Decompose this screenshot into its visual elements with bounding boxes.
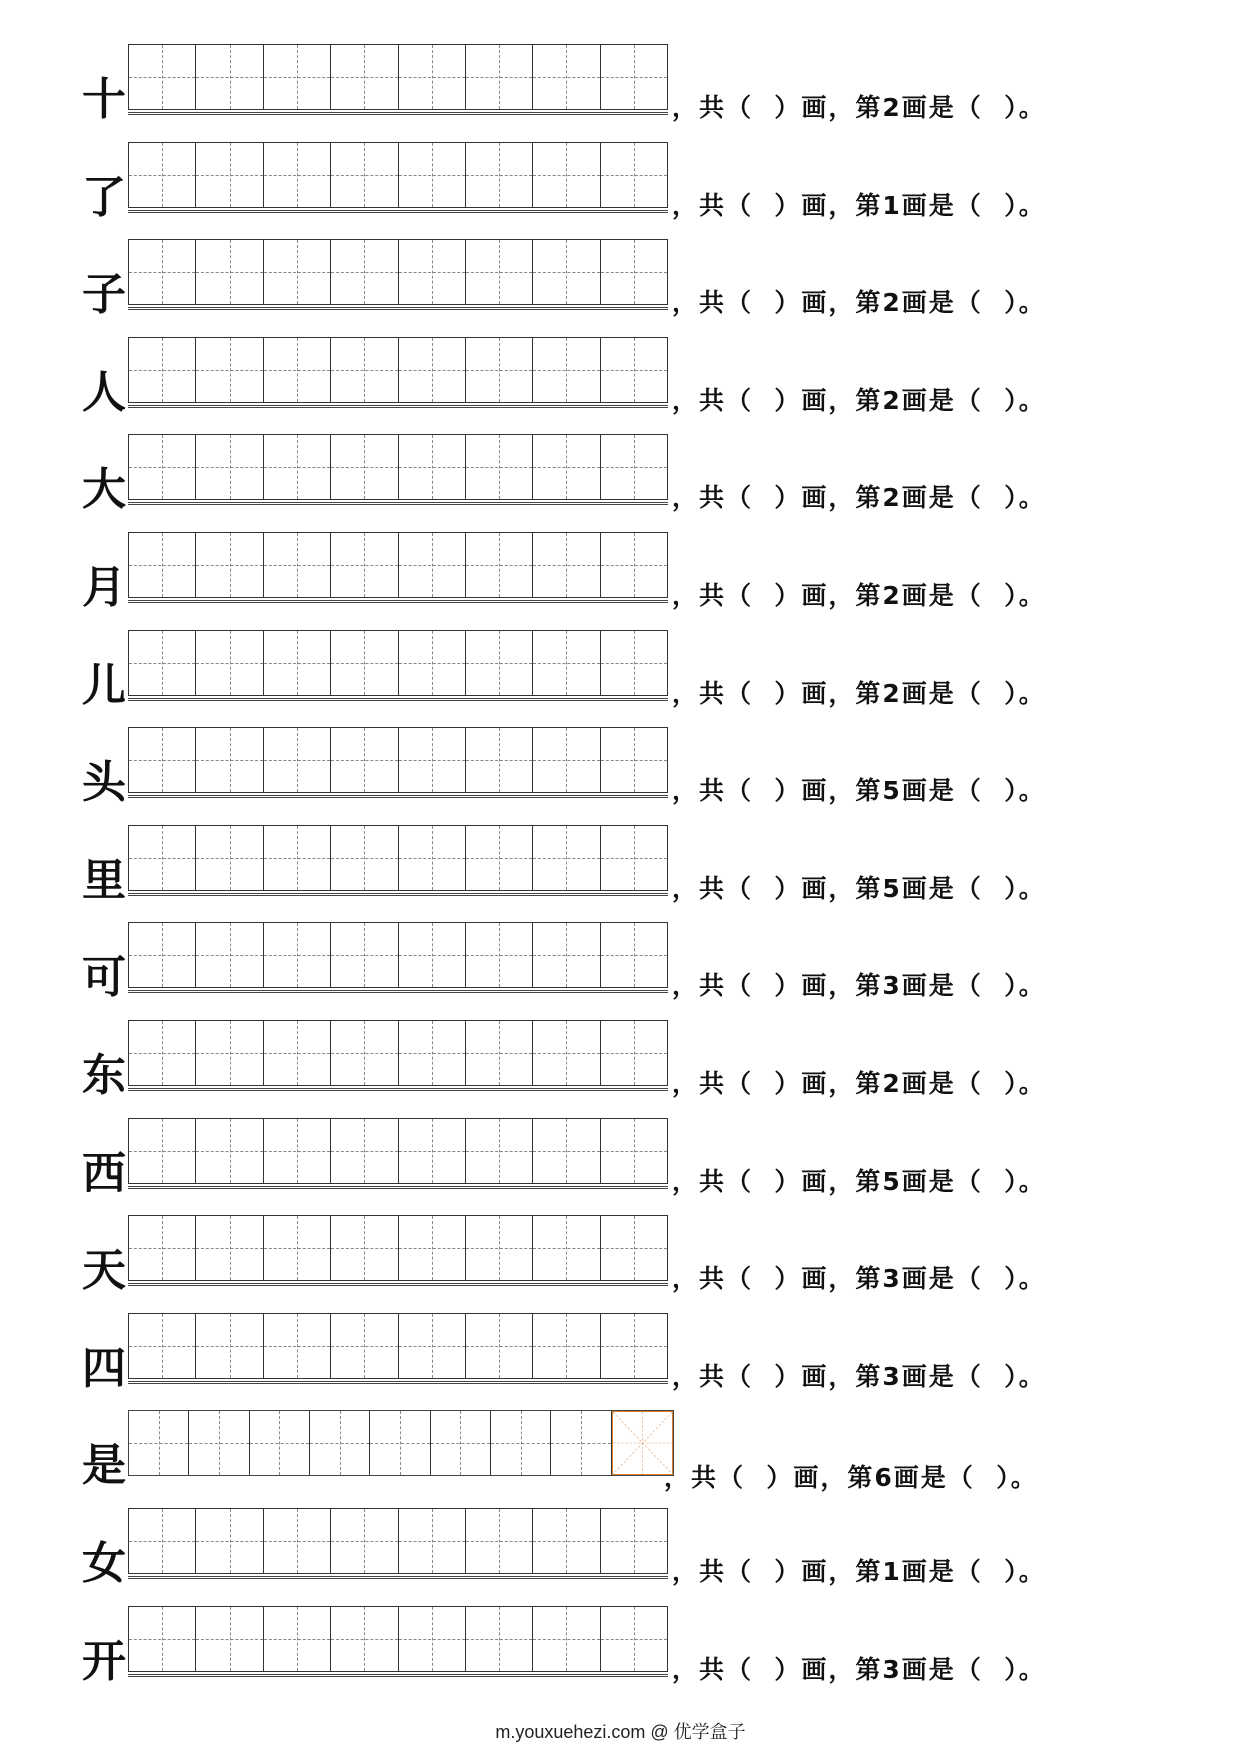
writing-cell[interactable] bbox=[399, 338, 466, 402]
writing-cell[interactable] bbox=[129, 338, 196, 402]
writing-cell[interactable] bbox=[331, 1314, 398, 1378]
writing-cell[interactable] bbox=[331, 1216, 398, 1280]
writing-cell[interactable] bbox=[466, 631, 533, 695]
target-character: 东 bbox=[82, 1050, 126, 1101]
writing-cell[interactable] bbox=[331, 1119, 398, 1183]
writing-cell[interactable] bbox=[431, 1411, 491, 1475]
writing-cell[interactable] bbox=[601, 45, 667, 109]
writing-cell[interactable] bbox=[601, 1119, 667, 1183]
writing-cell[interactable] bbox=[533, 1607, 600, 1671]
writing-cell[interactable] bbox=[264, 45, 331, 109]
writing-cell[interactable] bbox=[129, 1607, 196, 1671]
writing-cell[interactable] bbox=[601, 1314, 667, 1378]
writing-cell[interactable] bbox=[399, 45, 466, 109]
grid-baseline bbox=[128, 1381, 668, 1384]
writing-grid bbox=[128, 434, 668, 500]
writing-cell[interactable] bbox=[533, 631, 600, 695]
writing-cell[interactable] bbox=[399, 1119, 466, 1183]
grid-baseline bbox=[128, 210, 668, 213]
writing-cell[interactable] bbox=[331, 631, 398, 695]
worksheet-row bbox=[0, 434, 1241, 532]
writing-cell[interactable] bbox=[601, 826, 667, 890]
writing-cell[interactable] bbox=[196, 728, 263, 792]
grid-baseline bbox=[128, 405, 668, 408]
writing-cell[interactable] bbox=[129, 1314, 196, 1378]
grid-baseline bbox=[128, 307, 668, 310]
writing-cell[interactable] bbox=[196, 45, 263, 109]
writing-cell[interactable] bbox=[466, 1607, 533, 1671]
worksheet-row bbox=[0, 1118, 1241, 1216]
worksheet-row bbox=[0, 630, 1241, 728]
writing-cell[interactable] bbox=[196, 923, 263, 987]
writing-cell[interactable] bbox=[370, 1411, 430, 1475]
writing-grid bbox=[128, 1020, 668, 1086]
writing-cell[interactable] bbox=[129, 631, 196, 695]
writing-cell[interactable] bbox=[129, 1411, 189, 1475]
stroke-question-text: ，共（ ）画，第2画是（ ）。 bbox=[672, 385, 1046, 415]
writing-cell[interactable] bbox=[129, 923, 196, 987]
writing-cell[interactable] bbox=[196, 143, 263, 207]
writing-cell[interactable] bbox=[533, 1119, 600, 1183]
writing-cell[interactable] bbox=[196, 1216, 263, 1280]
worksheet-row bbox=[0, 1215, 1241, 1313]
writing-cell[interactable] bbox=[601, 1021, 667, 1085]
footer-watermark: m.youxuehezi.com @ 优学盒子 bbox=[495, 1722, 746, 1742]
stroke-question-text: ，共（ ）画，第6画是（ ）。 bbox=[664, 1463, 1038, 1493]
writing-cell[interactable] bbox=[129, 533, 196, 597]
writing-grid bbox=[128, 922, 668, 988]
writing-cell[interactable] bbox=[399, 1021, 466, 1085]
writing-cell[interactable] bbox=[399, 631, 466, 695]
writing-cell[interactable] bbox=[466, 143, 533, 207]
writing-cell[interactable] bbox=[250, 1411, 310, 1475]
writing-cell[interactable] bbox=[129, 1216, 196, 1280]
writing-cell[interactable] bbox=[601, 143, 667, 207]
writing-cell[interactable] bbox=[264, 826, 331, 890]
writing-cell[interactable] bbox=[601, 1607, 667, 1671]
target-character: 可 bbox=[82, 952, 126, 1004]
writing-cell[interactable] bbox=[601, 728, 667, 792]
writing-grid bbox=[128, 825, 668, 891]
writing-grid bbox=[128, 337, 668, 403]
writing-cell[interactable] bbox=[264, 1509, 331, 1573]
writing-cell[interactable] bbox=[466, 338, 533, 402]
writing-cell[interactable] bbox=[601, 240, 667, 304]
writing-cell[interactable] bbox=[601, 631, 667, 695]
writing-cell[interactable] bbox=[551, 1411, 611, 1475]
worksheet-row bbox=[0, 727, 1241, 825]
worksheet-row bbox=[0, 1508, 1241, 1606]
stroke-question-text: ，共（ ）画，第2画是（ ）。 bbox=[672, 581, 1046, 610]
stroke-question-text: ，共（ ）画，第3画是（ ）。 bbox=[672, 1654, 1046, 1684]
worksheet-row bbox=[0, 825, 1241, 923]
writing-cell[interactable] bbox=[264, 1607, 331, 1671]
writing-cell[interactable] bbox=[331, 435, 398, 499]
writing-cell[interactable] bbox=[129, 728, 196, 792]
grid-baseline bbox=[128, 1186, 668, 1189]
worksheet-row bbox=[0, 1313, 1241, 1411]
writing-grid bbox=[128, 239, 668, 305]
writing-cell[interactable] bbox=[466, 923, 533, 987]
target-character: 了 bbox=[82, 171, 126, 223]
writing-grid bbox=[128, 1508, 668, 1574]
writing-cell[interactable] bbox=[466, 240, 533, 304]
writing-cell[interactable] bbox=[196, 1119, 263, 1183]
stroke-question-text: ，共（ ）画，第5画是（ ）。 bbox=[672, 1166, 1046, 1196]
worksheet-row bbox=[0, 1606, 1241, 1704]
writing-cell[interactable] bbox=[129, 1509, 196, 1573]
writing-cell[interactable] bbox=[399, 1314, 466, 1378]
writing-cell[interactable] bbox=[466, 826, 533, 890]
worksheet-row bbox=[0, 1020, 1241, 1118]
writing-cell[interactable] bbox=[533, 143, 600, 207]
worksheet-row bbox=[0, 142, 1241, 240]
writing-cell[interactable] bbox=[264, 1216, 331, 1280]
writing-cell[interactable] bbox=[399, 826, 466, 890]
worksheet-row bbox=[0, 239, 1241, 337]
writing-cell[interactable] bbox=[129, 826, 196, 890]
writing-cell[interactable] bbox=[331, 45, 398, 109]
writing-cell[interactable] bbox=[466, 1119, 533, 1183]
writing-grid bbox=[128, 142, 668, 208]
writing-cell[interactable] bbox=[331, 533, 398, 597]
writing-cell[interactable] bbox=[264, 1021, 331, 1085]
writing-cell[interactable] bbox=[331, 1607, 398, 1671]
writing-cell[interactable] bbox=[533, 826, 600, 890]
writing-grid bbox=[128, 727, 668, 793]
target-character: 开 bbox=[82, 1635, 126, 1687]
grid-baseline bbox=[128, 990, 668, 993]
writing-cell[interactable] bbox=[264, 143, 331, 207]
writing-cell[interactable] bbox=[264, 338, 331, 402]
stroke-question-text: ，共（ ）画，第2画是（ ）。 bbox=[672, 483, 1046, 513]
writing-cell[interactable] bbox=[466, 728, 533, 792]
writing-cell[interactable] bbox=[533, 435, 600, 499]
writing-grid bbox=[128, 1410, 674, 1476]
writing-grid bbox=[128, 630, 668, 696]
writing-cell[interactable] bbox=[196, 826, 263, 890]
writing-cell[interactable] bbox=[310, 1411, 370, 1475]
writing-cell[interactable] bbox=[399, 728, 466, 792]
target-character: 天 bbox=[82, 1245, 126, 1297]
writing-cell[interactable] bbox=[533, 45, 600, 109]
grid-baseline bbox=[128, 1283, 668, 1286]
writing-cell[interactable] bbox=[196, 1509, 263, 1573]
worksheet-row bbox=[0, 337, 1241, 435]
grid-baseline bbox=[128, 1576, 668, 1579]
worksheet-row bbox=[0, 44, 1241, 142]
stroke-question-text: ，共（ ）画，第5画是（ ）。 bbox=[672, 776, 1046, 806]
grid-baseline bbox=[128, 600, 668, 603]
target-character: 是 bbox=[82, 1440, 126, 1492]
stroke-question-text: ，共（ ）画，第3画是（ ）。 bbox=[672, 1264, 1046, 1294]
writing-cell[interactable] bbox=[399, 435, 466, 499]
stroke-question-text: ，共（ ）画，第3画是（ ）。 bbox=[672, 971, 1046, 1001]
worksheet-row bbox=[0, 532, 1241, 630]
writing-cell[interactable] bbox=[601, 435, 667, 499]
worksheet-row bbox=[0, 922, 1241, 1020]
writing-cell[interactable] bbox=[601, 1216, 667, 1280]
target-character: 人 bbox=[82, 366, 126, 418]
stroke-question-text: ，共（ ）画，第2画是（ ）。 bbox=[672, 93, 1046, 122]
writing-cell[interactable] bbox=[331, 143, 398, 207]
writing-cell[interactable] bbox=[331, 728, 398, 792]
writing-cell[interactable] bbox=[466, 45, 533, 109]
writing-cell[interactable] bbox=[129, 1021, 196, 1085]
target-character: 西 bbox=[82, 1147, 126, 1199]
writing-cell[interactable] bbox=[264, 1314, 331, 1378]
grid-baseline bbox=[128, 502, 668, 505]
writing-cell[interactable] bbox=[466, 1509, 533, 1573]
grid-baseline bbox=[128, 795, 668, 798]
writing-cell[interactable] bbox=[533, 1216, 600, 1280]
target-character: 儿 bbox=[82, 659, 126, 711]
worksheet-row bbox=[0, 1410, 1241, 1508]
writing-cell[interactable] bbox=[129, 435, 196, 499]
writing-cell[interactable] bbox=[399, 1509, 466, 1573]
writing-cell[interactable] bbox=[601, 338, 667, 402]
writing-cell[interactable] bbox=[196, 338, 263, 402]
writing-cell[interactable] bbox=[533, 338, 600, 402]
target-character: 十 bbox=[82, 74, 126, 125]
writing-cell[interactable] bbox=[264, 533, 331, 597]
grid-baseline bbox=[128, 1088, 668, 1091]
writing-cell[interactable] bbox=[129, 45, 196, 109]
writing-grid bbox=[128, 1606, 668, 1672]
grid-baseline bbox=[128, 112, 668, 115]
writing-cell[interactable] bbox=[399, 923, 466, 987]
writing-cell[interactable] bbox=[264, 631, 331, 695]
writing-cell[interactable] bbox=[264, 923, 331, 987]
writing-cell[interactable] bbox=[331, 240, 398, 304]
writing-cell[interactable] bbox=[399, 1216, 466, 1280]
writing-cell[interactable] bbox=[331, 1021, 398, 1085]
stroke-question-text: ，共（ ）画，第5画是（ ）。 bbox=[672, 873, 1046, 903]
stroke-question-text: ，共（ ）画，第2画是（ ）。 bbox=[672, 1069, 1046, 1098]
writing-cell[interactable] bbox=[196, 533, 263, 597]
writing-cell[interactable] bbox=[399, 240, 466, 304]
writing-grid bbox=[128, 532, 668, 598]
grid-baseline bbox=[128, 698, 668, 701]
writing-cell[interactable] bbox=[601, 1509, 667, 1573]
writing-cell[interactable] bbox=[196, 631, 263, 695]
writing-cell[interactable] bbox=[129, 240, 196, 304]
writing-cell[interactable] bbox=[601, 923, 667, 987]
writing-cell[interactable] bbox=[466, 435, 533, 499]
writing-cell[interactable] bbox=[533, 923, 600, 987]
target-character: 里 bbox=[82, 854, 126, 906]
writing-cell[interactable] bbox=[533, 1021, 600, 1085]
writing-cell[interactable] bbox=[533, 240, 600, 304]
stroke-question-text: ，共（ ）画，第1画是（ ）。 bbox=[672, 1557, 1046, 1586]
writing-cell[interactable] bbox=[264, 435, 331, 499]
writing-cell[interactable] bbox=[399, 533, 466, 597]
writing-cell[interactable] bbox=[533, 728, 600, 792]
stroke-question-text: ，共（ ）画，第1画是（ ）。 bbox=[672, 190, 1046, 220]
writing-grid bbox=[128, 1215, 668, 1281]
stroke-question-text: ，共（ ）画，第3画是（ ）。 bbox=[672, 1361, 1046, 1391]
writing-cell[interactable] bbox=[533, 533, 600, 597]
writing-cell[interactable] bbox=[189, 1411, 249, 1475]
writing-cell[interactable] bbox=[331, 1509, 398, 1573]
grid-baseline bbox=[128, 893, 668, 896]
writing-cell[interactable] bbox=[264, 1119, 331, 1183]
stroke-question-text: ，共（ ）画，第2画是（ ）。 bbox=[672, 288, 1046, 318]
writing-cell[interactable] bbox=[399, 143, 466, 207]
target-character: 大 bbox=[82, 464, 126, 516]
target-character: 女 bbox=[82, 1538, 126, 1589]
writing-cell[interactable] bbox=[331, 826, 398, 890]
writing-cell[interactable] bbox=[129, 143, 196, 207]
writing-cell[interactable] bbox=[331, 338, 398, 402]
writing-cell[interactable] bbox=[601, 533, 667, 597]
writing-grid bbox=[128, 44, 668, 110]
writing-cell[interactable] bbox=[196, 435, 263, 499]
writing-cell[interactable] bbox=[399, 1607, 466, 1671]
stroke-question-text: ，共（ ）画，第2画是（ ）。 bbox=[672, 678, 1046, 708]
writing-cell[interactable] bbox=[533, 1314, 600, 1378]
writing-cell[interactable] bbox=[264, 728, 331, 792]
writing-cell[interactable] bbox=[466, 533, 533, 597]
grid-baseline bbox=[128, 1674, 668, 1677]
target-character: 月 bbox=[82, 562, 126, 613]
writing-cell[interactable] bbox=[533, 1509, 600, 1573]
target-character: 子 bbox=[82, 269, 126, 321]
writing-cell[interactable] bbox=[196, 1314, 263, 1378]
target-character: 头 bbox=[82, 757, 126, 809]
writing-cell[interactable] bbox=[196, 1607, 263, 1671]
writing-cell[interactable] bbox=[264, 240, 331, 304]
writing-cell[interactable] bbox=[466, 1216, 533, 1280]
target-character: 四 bbox=[82, 1342, 126, 1394]
writing-cell[interactable] bbox=[196, 240, 263, 304]
writing-grid bbox=[128, 1313, 668, 1379]
writing-cell[interactable] bbox=[331, 923, 398, 987]
writing-cell[interactable] bbox=[466, 1021, 533, 1085]
writing-cell[interactable] bbox=[129, 1119, 196, 1183]
writing-cell[interactable] bbox=[491, 1411, 551, 1475]
writing-cell[interactable] bbox=[196, 1021, 263, 1085]
writing-cell[interactable] bbox=[466, 1314, 533, 1378]
writing-grid bbox=[128, 1118, 668, 1184]
